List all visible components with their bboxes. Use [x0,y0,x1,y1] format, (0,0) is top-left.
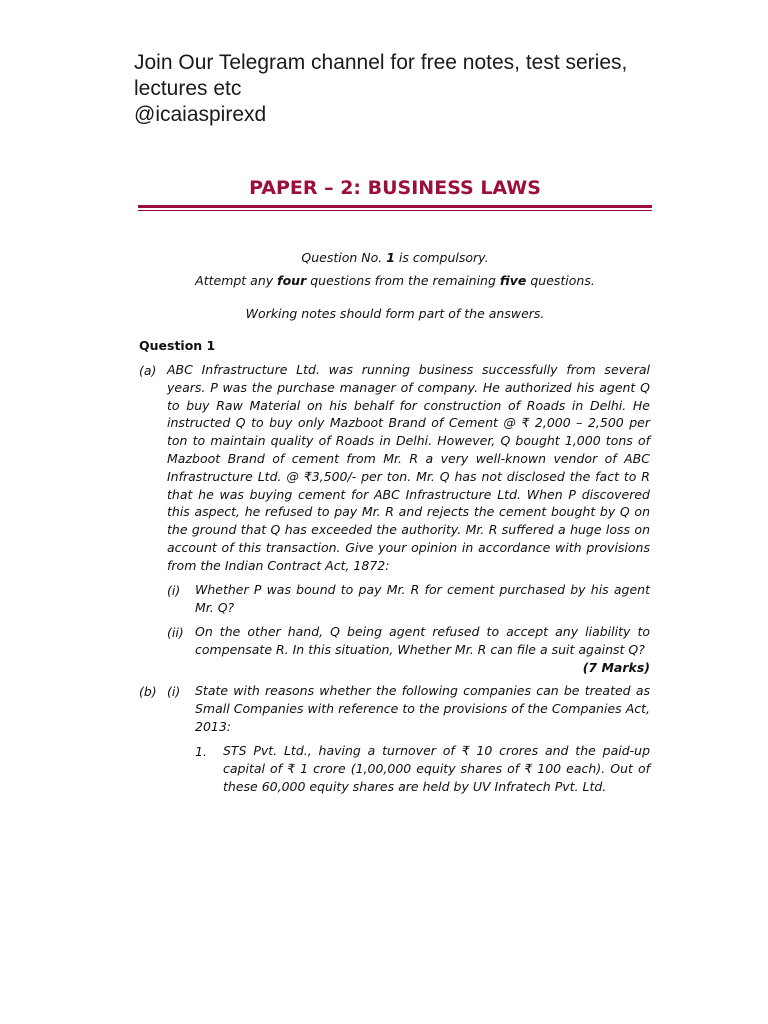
part-a-label: (a) [139,363,157,378]
part-a-i-label: (i) [167,583,181,598]
compulsory-instruction: Question No. 1 is compulsory. [301,250,489,265]
working-notes-instruction: Working notes should form part of the answers. [245,306,545,321]
paper-title: PAPER – 2: BUSINESS LAWS [249,177,541,199]
promo-handle: @icaiaspirexd [134,103,267,126]
attempt-instruction: Attempt any four questions from the remaining five questions. [195,273,595,288]
promo-line-1: Join Our Telegram channel for free notes, test series, [134,51,628,74]
part-b-i-text: State with reasons whether the following companies can be treated as Small Companies with reference to the provisions of the Companies Act, 2013: [195,683,650,734]
part-a-marks: (7 Marks) [582,659,650,675]
part-b-i-label: (i) [167,684,181,699]
part-a-text: ABC Infrastructure Ltd. was running business successfully from several years. P was the purchase manager of company. He authorized his agent Q to buy Raw Material on his behalf for construction of Roads in Delhi. He instructed Q to buy only Mazboot Brand of Cement @ ₹ 2,000 – 2,500 per ton to maintain quality of Roads in Delhi. However, Q bought 1,000 tons of Mazboot Brand of cement from Mr. R a very well-known vendor of ABC Infrastructure Ltd. @ ₹3,500/- per ton. Mr. Q has not disclosed the fact to R that he was buying cement for ABC Infrastructure Ltd. When P discovered this aspect, he refused to pay Mr. R and rejects the cement bought by Q on the ground that Q has exceeded the authority. Mr. R suffered a huge loss on account of this transaction. Give your opinion in accordance with provisions from the Indian Contract Act, 1872: [167,362,650,573]
part-a-ii-text: On the other hand, Q being agent refused to accept any liability to compensate R. In this situation, Whether Mr. R can file a suit against Q? (7 Marks) [195,624,650,675]
question-1-heading: Question 1 [139,338,216,353]
part-a-ii-label: (ii) [167,625,184,640]
item-1-label: 1. [195,744,207,759]
item-1-text: STS Pvt. Ltd., having a turnover of ₹ 10 crores and the paid-up capital of ₹ 1 crore (1,00,000 equity shares of ₹ 100 each). Out of these 60,000 equity shares are held by UV Infratech Pvt. Ltd. [223,743,650,794]
promo-line-2: lectures etc [134,77,242,100]
telegram-promo [134,50,734,128]
title-rule-thick [138,205,652,208]
part-a-i-text: Whether P was bound to pay Mr. R for cement purchased by his agent Mr. Q? [195,582,650,615]
title-rule-thin [138,210,652,211]
part-b-label: (b) [139,684,157,699]
